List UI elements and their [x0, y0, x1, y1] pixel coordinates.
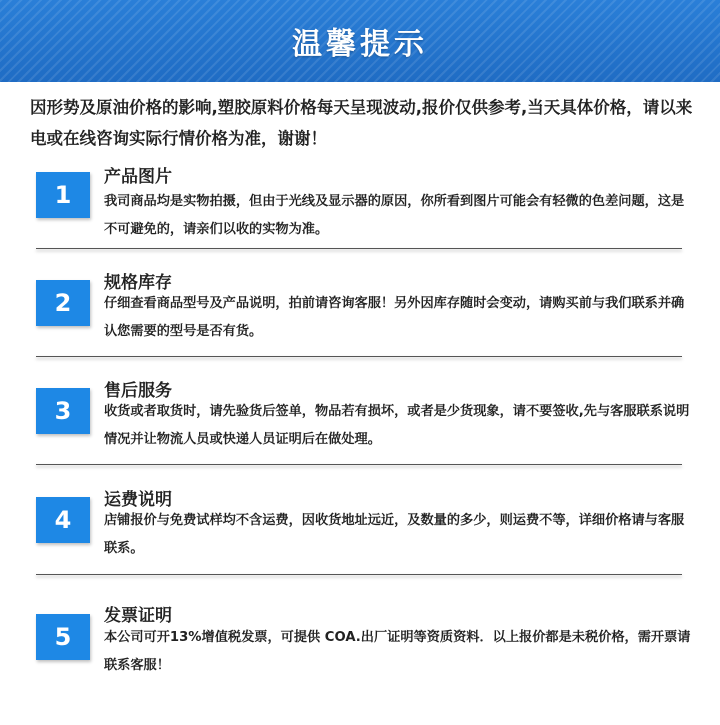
- section-divider: [36, 356, 682, 357]
- intro-text: 因形势及原油价格的影响,塑胶原料价格每天呈现波动,报价仅供参考,当天具体价格，请以来电或在线咨询实际行情价格为准，谢谢！: [30, 98, 693, 148]
- section-title: 售后服务: [104, 381, 172, 401]
- section-title: 规格库存: [104, 273, 172, 293]
- section-text: 我司商品均是实物拍摄，但由于光线及显示器的原因，你所看到图片可能会有轻微的色差问题，这是不可避免的，请亲们以收的实物为准。: [104, 194, 685, 237]
- section-divider: [36, 464, 682, 465]
- section-divider: [36, 248, 682, 249]
- section-text: 仔细查看商品型号及产品说明，拍前请咨询客服！另外因库存随时会变动，请购买前与我们联系并确认您需要的型号是否有货。: [104, 296, 685, 339]
- header-banner: [0, 0, 720, 82]
- section-title: 产品图片: [104, 167, 172, 187]
- section-text: 店铺报价与免费试样均不含运费，因收货地址远近，及数量的多少，则运费不等，详细价格请与客服联系。: [104, 513, 685, 556]
- section-number-badge: 2: [36, 280, 90, 326]
- section-number-badge: 1: [36, 172, 90, 218]
- section-divider: [36, 574, 682, 575]
- section-number-badge: 3: [36, 388, 90, 434]
- section-number-badge: 5: [36, 614, 90, 660]
- section-title: 发票证明: [104, 606, 172, 626]
- section-text: 本公司可开13%增值税发票，可提供 COA.出厂证明等资质资料．以上报价都是未税价格，需开票请联系客服！: [104, 630, 691, 673]
- section-title: 运费说明: [104, 490, 172, 510]
- section-number-badge: 4: [36, 497, 90, 543]
- section-text: 收货或者取货时，请先验货后签单，物品若有损坏，或者是少货现象，请不要签收,先与客服联系说明情况并让物流人员或快递人员证明后在做处理。: [104, 404, 690, 447]
- page-title: 温馨提示: [292, 27, 428, 62]
